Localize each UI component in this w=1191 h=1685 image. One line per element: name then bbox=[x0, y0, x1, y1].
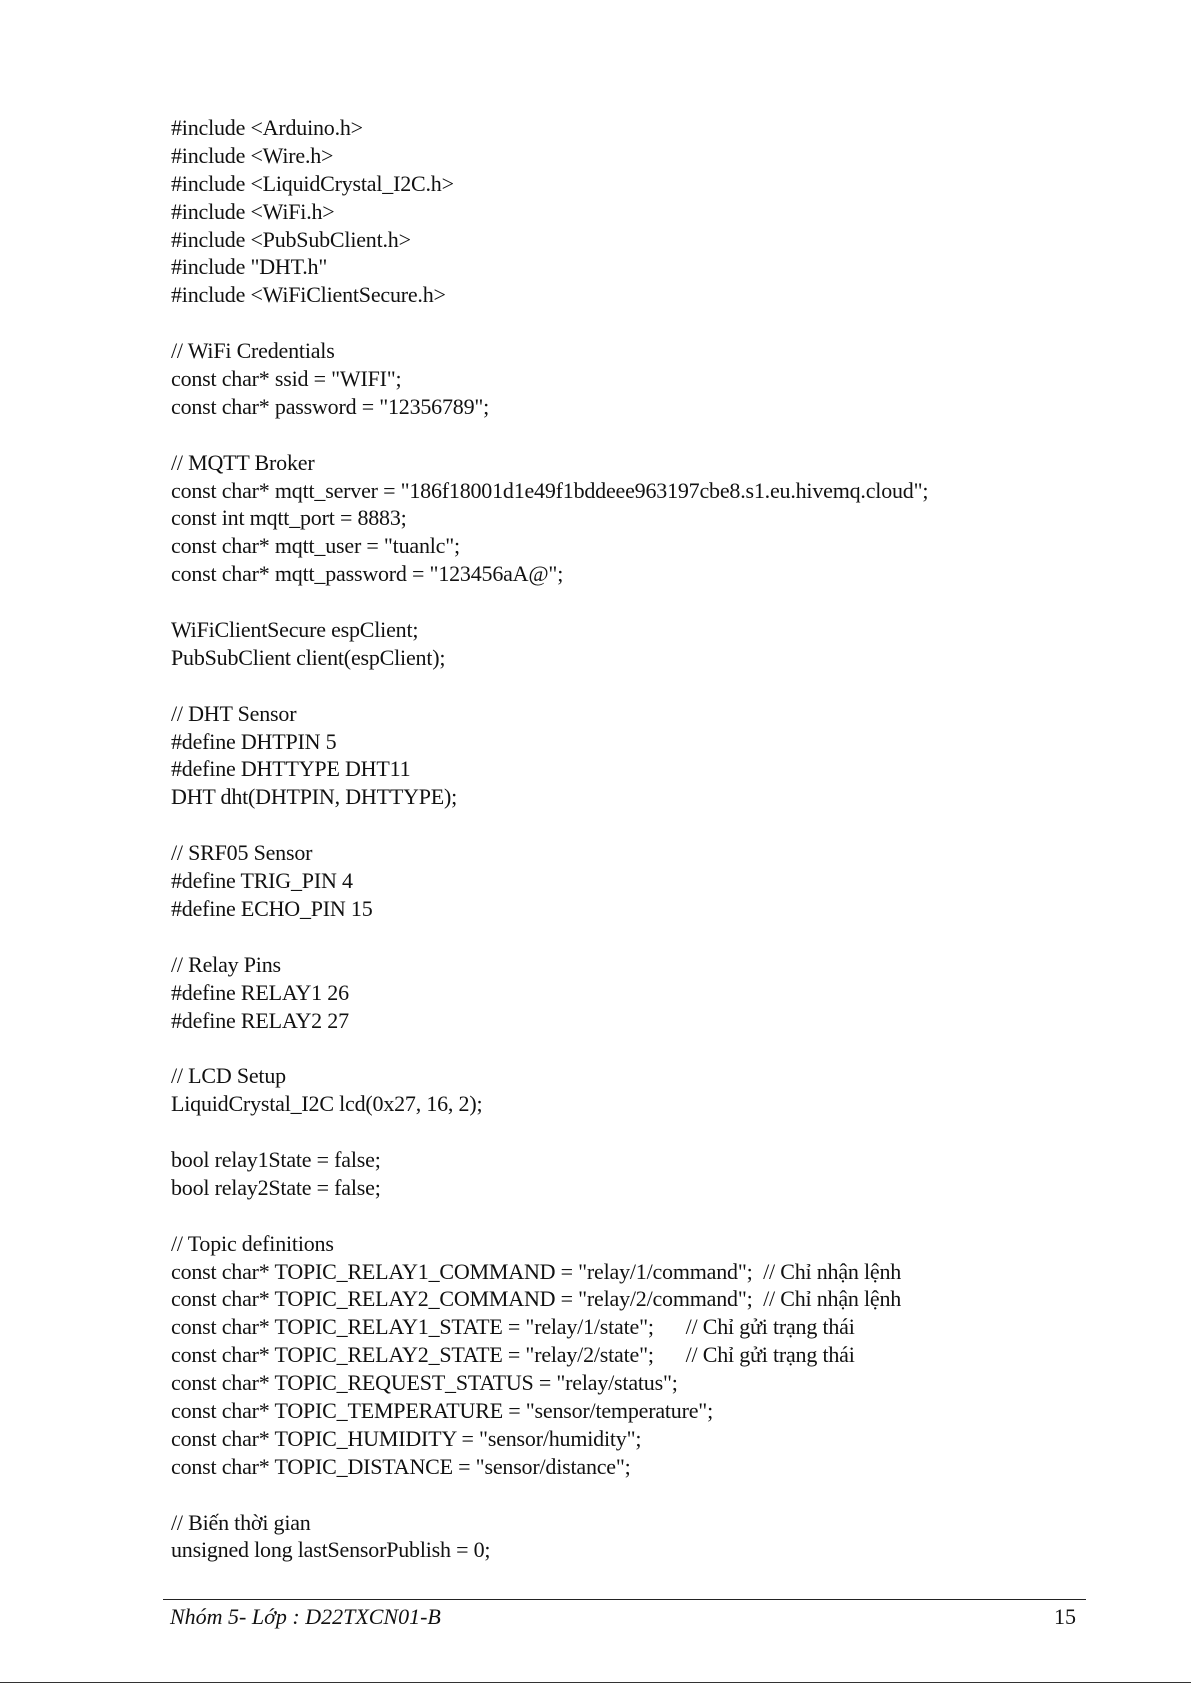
code-line: // DHT Sensor bbox=[171, 700, 297, 726]
code-line: const char* TOPIC_TEMPERATURE = "sensor/temperature"; bbox=[171, 1397, 713, 1423]
code-line: const char* TOPIC_DISTANCE = "sensor/distance"; bbox=[171, 1453, 631, 1479]
code-line: // SRF05 Sensor bbox=[171, 840, 313, 866]
code-line: const char* TOPIC_REQUEST_STATUS = "relay/status"; bbox=[171, 1370, 678, 1396]
code-line: LiquidCrystal_I2C lcd(0x27, 16, 2); bbox=[171, 1091, 483, 1117]
code-listing bbox=[171, 114, 1111, 1564]
code-line: #include "DHT.h" bbox=[171, 254, 328, 280]
page-number: 15 bbox=[1054, 1604, 1076, 1629]
code-line: const char* password = "12356789"; bbox=[171, 393, 490, 419]
code-line: // Topic definitions bbox=[171, 1230, 334, 1256]
code-line: #include <Wire.h> bbox=[171, 142, 334, 168]
code-line: bool relay1State = false; bbox=[171, 1146, 381, 1172]
code-line bbox=[171, 811, 1111, 839]
code-line bbox=[171, 1034, 1111, 1062]
code-line: DHT dht(DHTPIN, DHTTYPE); bbox=[171, 784, 458, 810]
page-bottom-edge bbox=[0, 1682, 1191, 1683]
code-line: bool relay2State = false; bbox=[171, 1174, 381, 1200]
code-line bbox=[171, 309, 1111, 337]
footer-group-class: Nhóm 5- Lớp : D22TXCN01-B bbox=[170, 1604, 441, 1629]
code-line: #define RELAY1 26 bbox=[171, 979, 349, 1005]
code-line: #define DHTTYPE DHT11 bbox=[171, 756, 411, 782]
code-line: // MQTT Broker bbox=[171, 449, 315, 475]
code-line: WiFiClientSecure espClient; bbox=[171, 617, 419, 643]
code-line: #include <WiFi.h> bbox=[171, 198, 335, 224]
code-line: const char* TOPIC_RELAY2_STATE = "relay/2/state"; // Chỉ gửi trạng thái bbox=[171, 1342, 855, 1368]
code-line: const char* TOPIC_RELAY2_COMMAND = "relay/2/command"; // Chỉ nhận lệnh bbox=[171, 1286, 902, 1312]
code-line bbox=[171, 923, 1111, 951]
code-line: // Biến thời gian bbox=[171, 1509, 311, 1535]
code-line: #define ECHO_PIN 15 bbox=[171, 895, 373, 921]
code-line: const char* mqtt_server = "186f18001d1e49f1bddeee963197cbe8.s1.eu.hivemq.cloud"; bbox=[171, 477, 929, 503]
code-line: // WiFi Credentials bbox=[171, 338, 335, 364]
code-line: const char* mqtt_user = "tuanlc"; bbox=[171, 533, 460, 559]
code-line: #define DHTPIN 5 bbox=[171, 728, 337, 754]
code-line: const char* ssid = "WIFI"; bbox=[171, 366, 402, 392]
code-line: #define RELAY2 27 bbox=[171, 1007, 349, 1033]
code-line bbox=[171, 588, 1111, 616]
code-line: const char* TOPIC_RELAY1_COMMAND = "relay/1/command"; // Chỉ nhận lệnh bbox=[171, 1258, 902, 1284]
code-line: const char* mqtt_password = "123456aA@"; bbox=[171, 561, 564, 587]
code-line: const char* TOPIC_HUMIDITY = "sensor/humidity"; bbox=[171, 1425, 642, 1451]
footer-divider bbox=[163, 1599, 1086, 1600]
code-line bbox=[171, 1118, 1111, 1146]
code-line: PubSubClient client(espClient); bbox=[171, 644, 446, 670]
code-line: #include <LiquidCrystal_I2C.h> bbox=[171, 170, 454, 196]
code-line: #include <PubSubClient.h> bbox=[171, 226, 411, 252]
code-line: // LCD Setup bbox=[171, 1063, 286, 1089]
code-line: unsigned long lastSensorPublish = 0; bbox=[171, 1537, 491, 1563]
code-line bbox=[171, 672, 1111, 700]
code-line bbox=[171, 1202, 1111, 1230]
code-line: #include <WiFiClientSecure.h> bbox=[171, 282, 446, 308]
code-line: #define TRIG_PIN 4 bbox=[171, 868, 353, 894]
code-line bbox=[171, 421, 1111, 449]
code-line: #include <Arduino.h> bbox=[171, 115, 363, 140]
code-line: // Relay Pins bbox=[171, 951, 281, 977]
code-line: const int mqtt_port = 8883; bbox=[171, 505, 407, 531]
code-line bbox=[171, 1481, 1111, 1509]
code-line: const char* TOPIC_RELAY1_STATE = "relay/1/state"; // Chỉ gửi trạng thái bbox=[171, 1314, 855, 1340]
